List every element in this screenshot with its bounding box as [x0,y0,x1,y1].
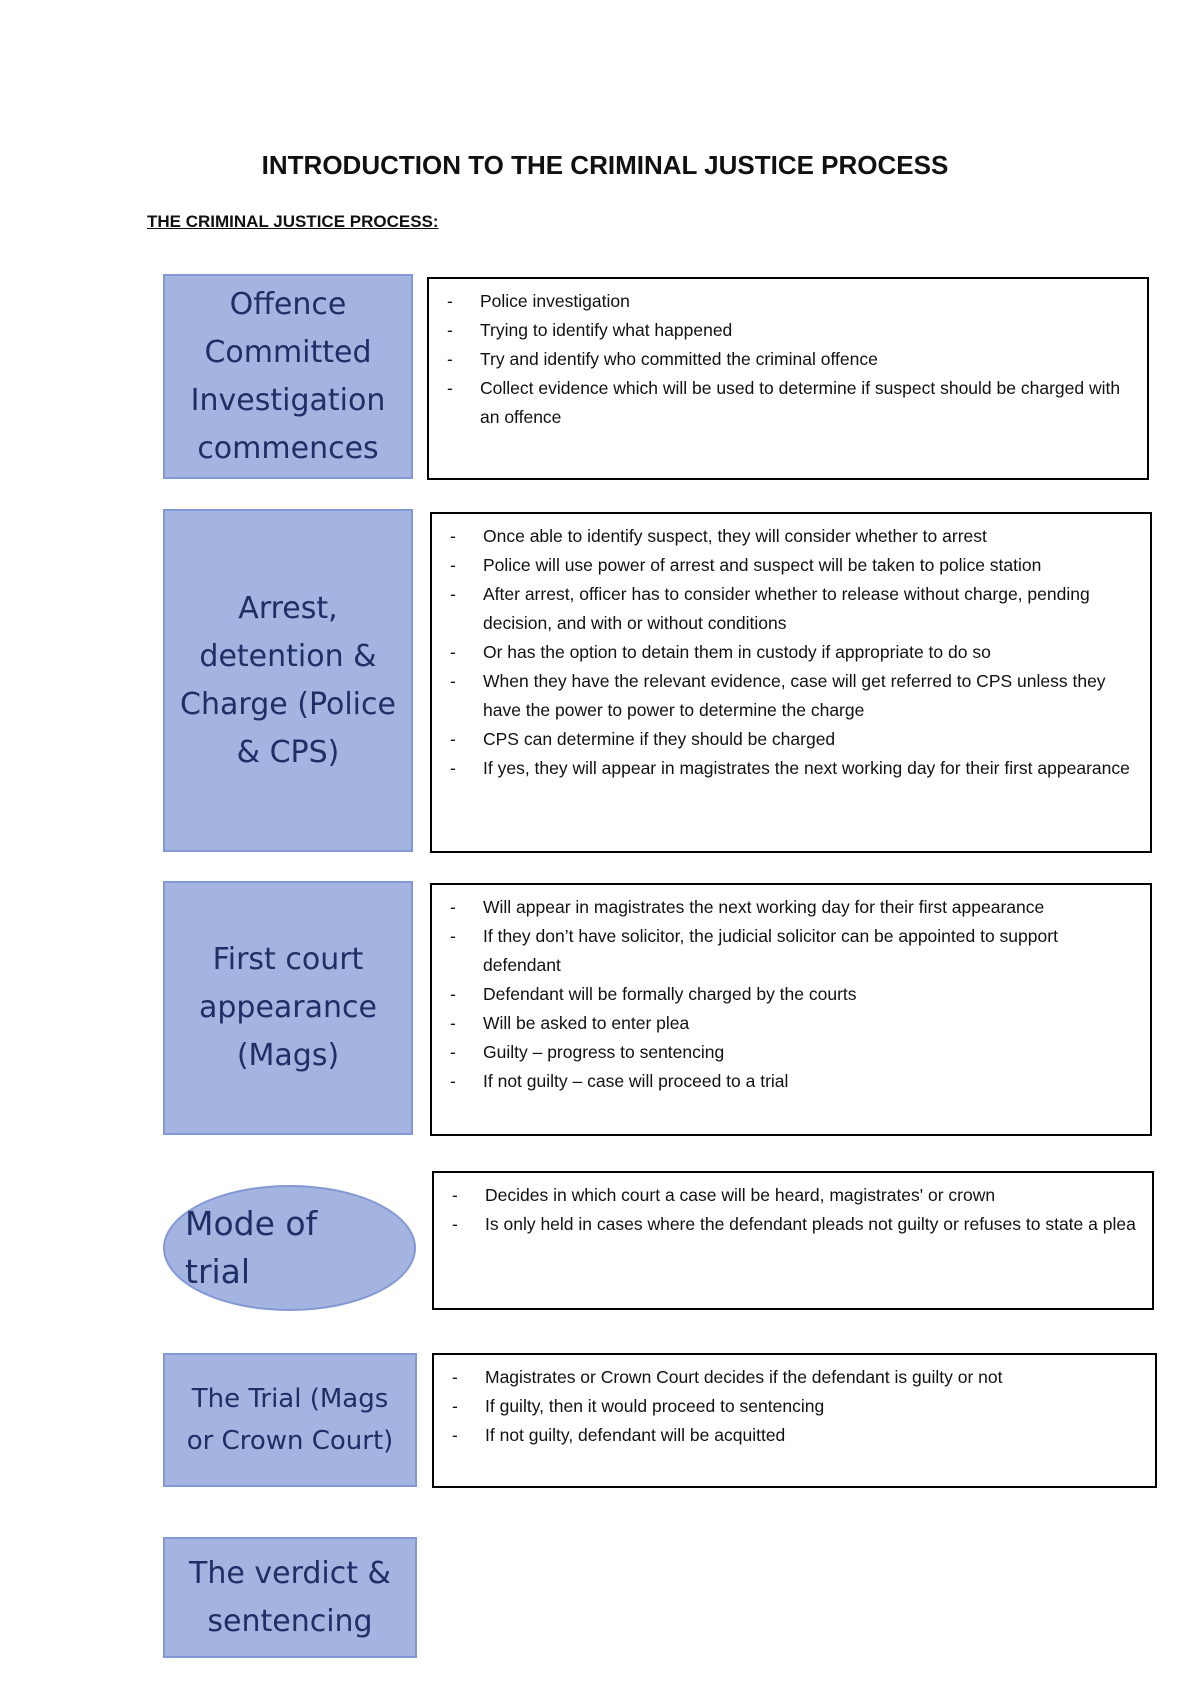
list-item: - If not guilty, defendant will be acquitted [450,1421,1141,1450]
list-item: - Police will use power of arrest and suspect will be taken to police station [448,551,1136,580]
stage-label: First court appearance (Mags) [199,942,377,1073]
list-item: - If they don’t have solicitor, the judicial solicitor can be appointed to support defendant [448,922,1136,980]
section-heading: THE CRIMINAL JUSTICE PROCESS: [147,212,439,231]
list-item: - If yes, they will appear in magistrates the next working day for their first appearance [448,754,1136,783]
stage-label: The verdict & sentencing [189,1555,391,1639]
list-item: - Guilty – progress to sentencing [448,1038,1136,1067]
stage-label: Arrest, detention & Charge (Police & CPS) [180,590,396,770]
list-item: - Police investigation [445,287,1133,316]
list-item: - Or has the option to detain them in custody if appropriate to do so [448,638,1136,667]
list-item: - If guilty, then it would proceed to sentencing [450,1392,1141,1421]
list-item: - Decides in which court a case will be heard, magistrates' or crown [450,1181,1138,1210]
stage-box-first-court [163,881,413,1135]
stage-oval-mode-of-trial [163,1185,416,1311]
list-item: - When they have the relevant evidence, case will get referred to CPS unless they have the power to power to determine the charge [448,667,1136,725]
stage-description-mode-of-trial [432,1171,1154,1310]
list-item: - Is only held in cases where the defendant pleads not guilty or refuses to state a plea [450,1210,1138,1239]
stage-description-trial [432,1353,1157,1488]
stage-description-offence [427,277,1149,480]
list-item: - Try and identify who committed the criminal offence [445,345,1133,374]
list-item: - After arrest, officer has to consider whether to release without charge, pending decision, and with or without conditions [448,580,1136,638]
list-item: - Trying to identify what happened [445,316,1133,345]
list-item: - Magistrates or Crown Court decides if the defendant is guilty or not [450,1363,1141,1392]
list-item: - Will be asked to enter plea [448,1009,1136,1038]
list-item: - Collect evidence which will be used to determine if suspect should be charged with an offence [445,374,1133,432]
page-title: INTRODUCTION TO THE CRIMINAL JUSTICE PROCESS [261,150,949,180]
list-item: - If not guilty – case will proceed to a trial [448,1067,1136,1096]
stage-box-trial [163,1353,417,1487]
stage-box-offence [163,274,413,479]
list-item: - Defendant will be formally charged by the courts [448,980,1136,1009]
list-item: - Will appear in magistrates the next working day for their first appearance [448,893,1136,922]
stage-description-first-court [430,883,1152,1136]
stage-label: Offence Committed Investigation commences [190,286,386,466]
stage-box-verdict [163,1537,417,1658]
stage-label: Mode of trial [185,1204,318,1291]
stage-label: The Trial (Mags or Crown Court) [186,1384,394,1456]
stage-description-arrest [430,512,1152,853]
list-item: - CPS can determine if they should be charged [448,725,1136,754]
stage-box-arrest [163,509,413,852]
list-item: - Once able to identify suspect, they will consider whether to arrest [448,522,1136,551]
